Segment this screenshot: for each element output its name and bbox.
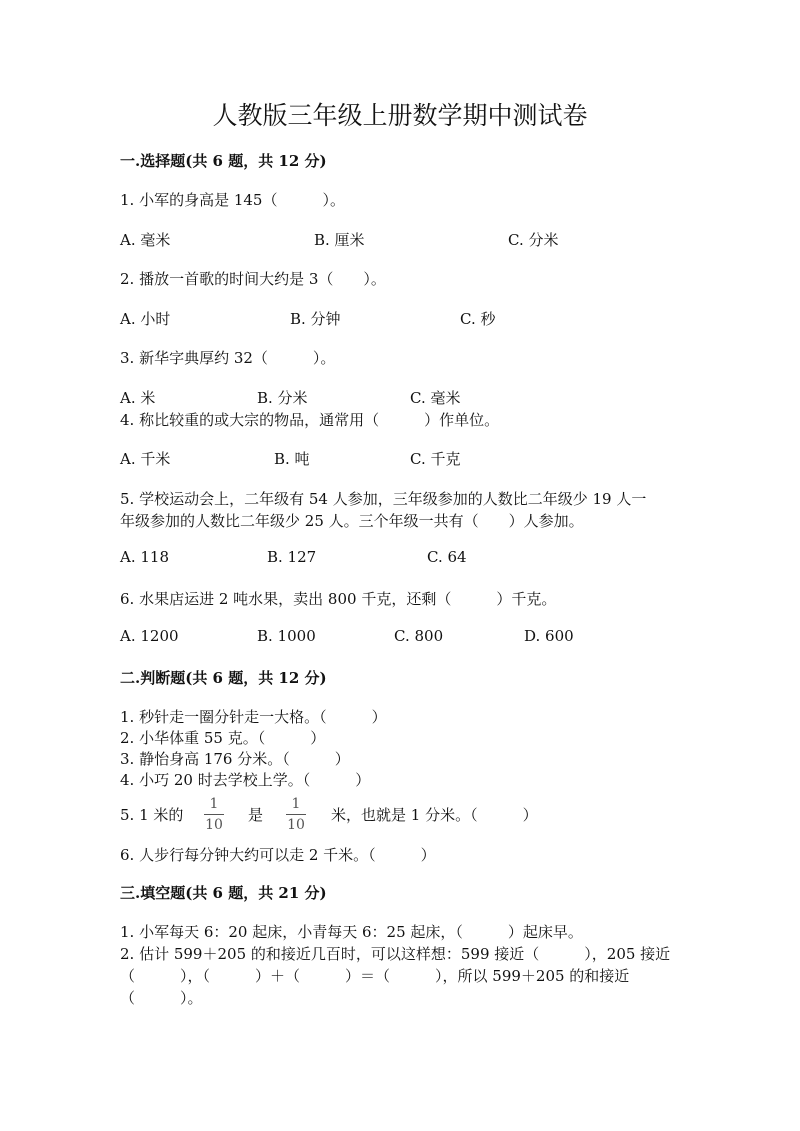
option-1-6-d: D. 600	[524, 627, 574, 645]
question-2-6: 6. 人步行每分钟大约可以走 2 千米。（ ）	[120, 846, 436, 864]
question-1-5-line1: 5. 学校运动会上，二年级有 54 人参加，三年级参加的人数比二年级少 19 人一	[120, 490, 647, 508]
page-title: 人教版三年级上册数学期中测试卷	[212, 101, 588, 130]
option-1-4-a: A. 千米	[120, 450, 171, 468]
question-3-2-line2: （ ），（ ）＋（ ）＝（ ），所以 599＋205 的和接近	[120, 967, 630, 985]
option-1-4-c: C. 千克	[410, 450, 461, 468]
option-1-4-b: B. 吨	[274, 450, 310, 468]
section-heading-fill-blank: 三.填空题(共 6 题，共 21 分)	[120, 884, 327, 902]
question-2-2: 2. 小华体重 55 克。（ ）	[120, 729, 326, 747]
option-1-6-b: B. 1000	[257, 627, 316, 645]
question-1-1: 1. 小军的身高是 145（ ）。	[120, 191, 345, 209]
fraction-numerator: 1	[209, 796, 219, 812]
option-1-1-c: C. 分米	[508, 231, 559, 249]
option-1-1-b: B. 厘米	[314, 231, 365, 249]
question-2-5-part3: 米，也就是 1 分米。（ ）	[331, 806, 538, 824]
option-1-3-c: C. 毫米	[410, 389, 461, 407]
section-heading-judgement: 二.判断题(共 6 题，共 12 分)	[120, 669, 327, 687]
question-1-3: 3. 新华字典厚约 32（ ）。	[120, 349, 336, 367]
question-2-1: 1. 秒针走一圈分针走一大格。（ ）	[120, 708, 387, 726]
fraction-numerator: 1	[291, 796, 301, 812]
fraction-bar	[286, 814, 306, 815]
fraction-one-tenth-a	[204, 796, 224, 833]
option-1-6-a: A. 1200	[120, 627, 179, 645]
question-2-5-part2: 是	[248, 806, 264, 824]
section-heading-choice: 一.选择题(共 6 题，共 12 分)	[120, 152, 327, 170]
fraction-denominator: 10	[205, 817, 223, 833]
option-1-2-a: A. 小时	[120, 310, 171, 328]
fraction-bar	[204, 814, 224, 815]
option-1-1-a: A. 毫米	[120, 231, 171, 249]
option-1-2-b: B. 分钟	[290, 310, 341, 328]
fraction-one-tenth-b	[286, 796, 306, 833]
option-1-5-a: A. 118	[120, 548, 169, 566]
question-2-5-part1: 5. 1 米的	[120, 806, 184, 824]
question-1-6: 6. 水果店运进 2 吨水果，卖出 800 千克，还剩（ ）千克。	[120, 590, 557, 608]
question-1-5-line2: 年级参加的人数比二年级少 25 人。三个年级一共有（ ）人参加。	[120, 512, 584, 530]
question-3-2-line1: 2. 估计 599＋205 的和接近几百时，可以这样想：599 接近（ ），205 接近	[120, 945, 671, 963]
question-1-4: 4. 称比较重的或大宗的物品，通常用（ ）作单位。	[120, 411, 500, 429]
option-1-5-b: B. 127	[267, 548, 317, 566]
option-1-6-c: C. 800	[394, 627, 444, 645]
option-1-3-a: A. 米	[120, 389, 156, 407]
fraction-denominator: 10	[287, 817, 305, 833]
question-2-4: 4. 小巧 20 时去学校上学。（ ）	[120, 771, 371, 789]
option-1-3-b: B. 分米	[257, 389, 308, 407]
option-1-2-c: C. 秒	[460, 310, 496, 328]
option-1-5-c: C. 64	[427, 548, 467, 566]
question-3-1: 1. 小军每天 6：20 起床，小青每天 6：25 起床，（ ）起床早。	[120, 923, 583, 941]
question-2-3: 3. 静怡身高 176 分米。（ ）	[120, 750, 350, 768]
question-1-2: 2. 播放一首歌的时间大约是 3（ ）。	[120, 270, 386, 288]
question-3-2-line3: （ ）。	[120, 989, 203, 1007]
